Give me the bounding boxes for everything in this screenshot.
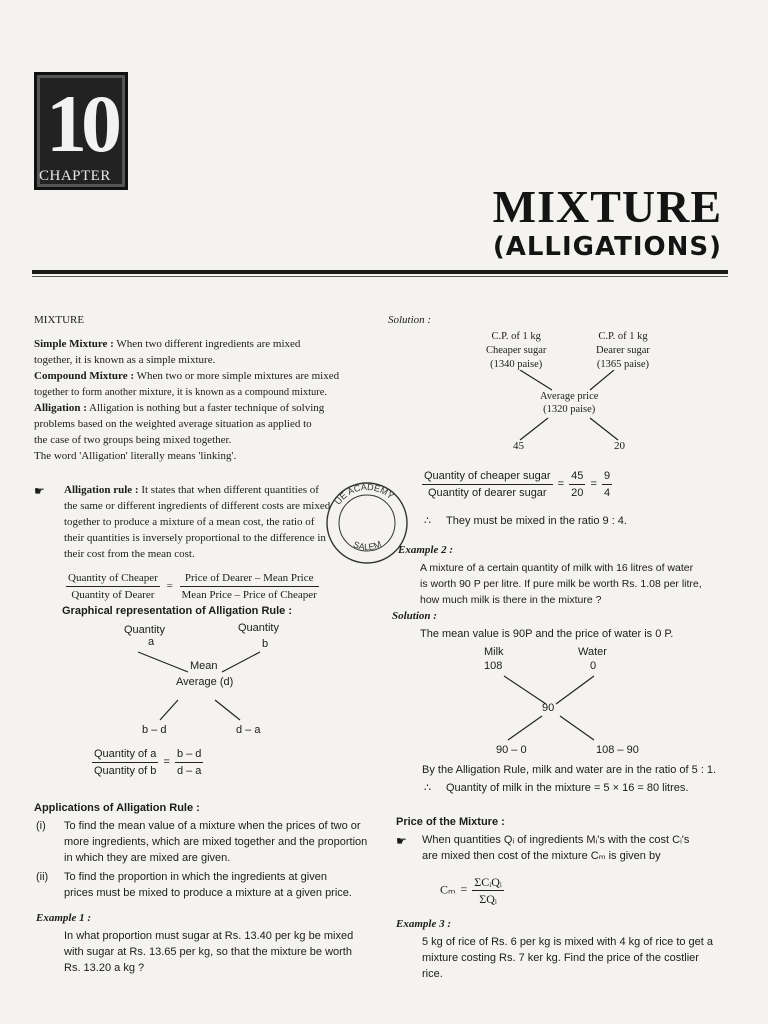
price-text xyxy=(422,832,752,864)
sugar-diff-right: 20 xyxy=(614,440,625,452)
cp-cheaper-l3: (1340 paise) xyxy=(490,359,543,370)
alligation-def-2: problems based on the weighted average situation as applied to xyxy=(34,418,312,430)
alligation-formula xyxy=(66,570,319,603)
bullet-icon: ☛ xyxy=(34,484,45,498)
compound-mixture-def-2: together to form another mixture, it is known as a compound mixture. xyxy=(34,387,328,398)
milk-value: 108 xyxy=(484,660,503,672)
example1-line-2: with sugar at Rs. 13.65 per kg, so that the mixture be worth xyxy=(64,946,352,958)
avg-price-block xyxy=(540,390,598,416)
page-subtitle: (ALLIGATIONS) xyxy=(492,232,722,262)
app1-line-1: To find the mean value of a mixture when the prices of two or xyxy=(64,820,361,832)
alligation-term: Alligation : xyxy=(34,402,87,414)
sugar-ratio-den-v2: 4 xyxy=(603,487,611,499)
example2-text xyxy=(420,560,750,608)
water-value: 0 xyxy=(590,660,597,672)
milk-diagram xyxy=(490,670,630,750)
cm-den: ΣQᵢ xyxy=(479,892,497,906)
milk-line-3 xyxy=(508,716,542,740)
ratio-den-left: Quantity of b xyxy=(94,765,157,777)
formula-num-left: Quantity of Cheaper xyxy=(66,570,160,587)
ratio-den-right: d – a xyxy=(176,765,202,777)
sugar-line-1 xyxy=(520,370,552,390)
simple-mixture-def-2: together, it is known as a simple mixture. xyxy=(34,354,216,366)
formula-den-left: Quantity of Dearer xyxy=(71,589,155,601)
app2-line-1: To find the proportion in which the ingredients at given xyxy=(64,871,327,883)
formula-den-right: Mean Price – Price of Cheaper xyxy=(181,589,317,601)
sugar-ratio-num-v2: 9 xyxy=(602,468,612,485)
alligation-rule-5: their cost from the mean cost. xyxy=(64,548,195,560)
graphical-heading: Graphical representation of Alligation Rule : xyxy=(62,605,293,617)
therefore-2: ∴ xyxy=(424,782,431,794)
diagram-ratio-formula xyxy=(92,746,203,779)
simple-mixture-para xyxy=(34,336,374,368)
diag-a: a xyxy=(148,636,155,648)
compound-mixture-para xyxy=(34,368,374,401)
simple-mixture-def-1: When two different ingredients are mixed xyxy=(116,338,301,350)
diag-line-a xyxy=(138,652,188,672)
solution1-heading: Solution : xyxy=(388,314,432,326)
milk-line-4 xyxy=(560,716,594,740)
example2-line-3: how much milk is there in the mixture ? xyxy=(420,594,602,606)
sugar-diff-left: 45 xyxy=(513,440,524,452)
alligation-rule-3: together to produce a mixture of a mean cost, the ratio of xyxy=(64,516,315,528)
sugar-ratio-eq2: = xyxy=(590,478,597,491)
sugar-conclusion: They must be mixed in the ratio 9 : 4. xyxy=(446,515,627,527)
cp-cheaper-l2: Cheaper sugar xyxy=(486,345,547,356)
alligation-rule-4: their quantities is inversely proportional to the difference in xyxy=(64,532,326,544)
milk-line-1 xyxy=(504,676,546,704)
bullet-icon-2: ☛ xyxy=(396,834,407,848)
milk-conclusion-2: Quantity of milk in the mixture = 5 × 16 = 80 litres. xyxy=(446,782,689,794)
example3-text xyxy=(422,934,752,982)
alligation-rule-1: It states that when different quantities of xyxy=(141,484,319,496)
formula-eq: = xyxy=(166,580,173,593)
alligation-rule-2: the same or different ingredients of different costs are mixed xyxy=(64,500,331,512)
diag-quantity-b: Quantity xyxy=(238,622,279,634)
sugar-line-4 xyxy=(590,418,618,440)
cp-dearer-block xyxy=(596,330,650,372)
alligation-def-1: Alligation is nothing but a faster technique of solving xyxy=(89,402,325,414)
cm-num: ΣCᵢQᵢ xyxy=(474,875,502,889)
sugar-line-3 xyxy=(520,418,548,440)
example1-line-1: In what proportion must sugar at Rs. 13.40 per kg be mixed xyxy=(64,930,354,942)
example3-line-3: rice. xyxy=(422,968,443,980)
section-heading-mixture: MIXTURE xyxy=(34,314,85,326)
diag-average: Average (d) xyxy=(176,676,234,688)
example2-heading: Example 2 : xyxy=(398,544,453,556)
price-heading: Price of the Mixture : xyxy=(396,816,505,828)
cp-dearer-l3: (1365 paise) xyxy=(596,359,650,370)
milk-line-2 xyxy=(556,676,594,704)
stamp-bottom-text: SALEM xyxy=(351,538,383,553)
diag-line-da xyxy=(215,700,240,720)
app1-line-3: in which they are mixed are given. xyxy=(64,852,231,864)
cp-dearer-l1: C.P. of 1 kg xyxy=(598,331,648,342)
mean-value: 90 xyxy=(542,702,555,714)
sugar-ratio-num-v1: 45 xyxy=(569,468,585,485)
header-rule xyxy=(32,270,728,274)
alligation-def-3: the case of two groups being mixed together. xyxy=(34,434,232,446)
ratio-num-right: b – d xyxy=(175,746,203,763)
sugar-line-2 xyxy=(590,370,614,390)
avg-price-l1: Average price xyxy=(540,391,599,402)
sugar-ratio-eq1: = xyxy=(557,478,565,491)
example2-line-2: is worth 90 P per litre. If pure milk be worth Rs. 1.08 per litre, xyxy=(420,578,702,590)
ratio-eq: = xyxy=(163,756,170,769)
sugar-ratio-num-label: Quantity of cheaper sugar xyxy=(422,468,553,485)
formula-num-right: Price of Dearer – Mean Price xyxy=(180,570,319,587)
diag-line-b xyxy=(222,652,260,672)
sugar-ratio-formula xyxy=(422,468,612,501)
ratio-num-left: Quantity of a xyxy=(92,746,158,763)
milk-conclusion-1: By the Alligation Rule, milk and water are in the ratio of 5 : 1. xyxy=(422,764,717,776)
example1-line-3: Rs. 13.20 a kg ? xyxy=(64,962,145,974)
simple-mixture-term: Simple Mixture : xyxy=(34,338,114,350)
alligation-para xyxy=(34,400,374,464)
diag-da: d – a xyxy=(236,724,261,736)
compound-mixture-term: Compound Mixture : xyxy=(34,370,135,382)
milk-diff: 90 – 0 xyxy=(496,744,527,756)
app1-marker: (i) xyxy=(36,820,46,832)
chapter-badge xyxy=(34,72,128,190)
diag-b: b xyxy=(262,638,269,650)
example2-line-1: A mixture of a certain quantity of milk with 16 litres of water xyxy=(420,562,694,574)
chapter-number: 10 xyxy=(46,78,116,169)
app1-text xyxy=(64,818,384,866)
header-rule-thin xyxy=(32,276,728,277)
milk-label: Milk xyxy=(484,646,504,658)
therefore-1: ∴ xyxy=(424,515,431,527)
diag-quantity-a: Quantity xyxy=(124,624,165,636)
cp-dearer-l2: Dearer sugar xyxy=(596,345,650,356)
app1-line-2: more ingredients, which are mixed together and the proportion xyxy=(64,836,368,848)
cm-formula xyxy=(440,874,504,907)
solution2-line-1: The mean value is 90P and the price of water is 0 P. xyxy=(420,628,674,640)
cm-eq: = xyxy=(460,882,468,897)
app2-text xyxy=(64,869,384,901)
alligation-rule-term: Alligation rule : xyxy=(64,484,139,496)
solution2-heading: Solution : xyxy=(392,610,437,622)
sugar-ratio-den-v1: 20 xyxy=(571,487,584,499)
price-line-2: are mixed then cost of the mixture Cₘ is given by xyxy=(422,850,661,862)
water-label: Water xyxy=(578,646,607,658)
diag-line-bd xyxy=(160,700,178,720)
alligation-word: The word 'Alligation' literally means 'linking'. xyxy=(34,450,237,462)
cp-cheaper-block xyxy=(486,330,546,372)
price-line-1: When quantities Qᵢ of ingredients Mᵢ's with the cost Cᵢ's xyxy=(422,834,690,846)
page-title: MIXTURE xyxy=(492,181,722,232)
sugar-ratio-den-label: Quantity of dearer sugar xyxy=(427,487,547,499)
example3-line-1: 5 kg of rice of Rs. 6 per kg is mixed with 4 kg of rice to get a xyxy=(422,936,714,948)
app2-line-2: prices must be mixed to produce a mixture at a given price. xyxy=(64,887,352,899)
diag-bd: b – d xyxy=(142,724,167,736)
example3-heading: Example 3 : xyxy=(396,918,451,930)
app2-marker: (ii) xyxy=(36,871,49,883)
example1-text xyxy=(64,928,384,976)
compound-mixture-def-1: When two or more simple mixtures are mixed xyxy=(136,370,340,382)
example3-line-2: mixture costing Rs. 7 ker kg. Find the price of the costlier xyxy=(422,952,699,964)
applications-heading: Applications of Alligation Rule : xyxy=(34,802,200,814)
cp-cheaper-l1: C.P. of 1 kg xyxy=(491,331,541,342)
example1-heading: Example 1 : xyxy=(36,912,91,924)
cm-label: Cₘ xyxy=(440,882,456,897)
water-diff: 108 – 90 xyxy=(596,744,639,756)
avg-price-l2: (1320 paise) xyxy=(543,404,596,415)
diag-mean: Mean xyxy=(190,660,218,672)
stamp-top-text: UE ACADEMY xyxy=(332,481,396,507)
chapter-label: CHAPTER xyxy=(39,168,111,184)
